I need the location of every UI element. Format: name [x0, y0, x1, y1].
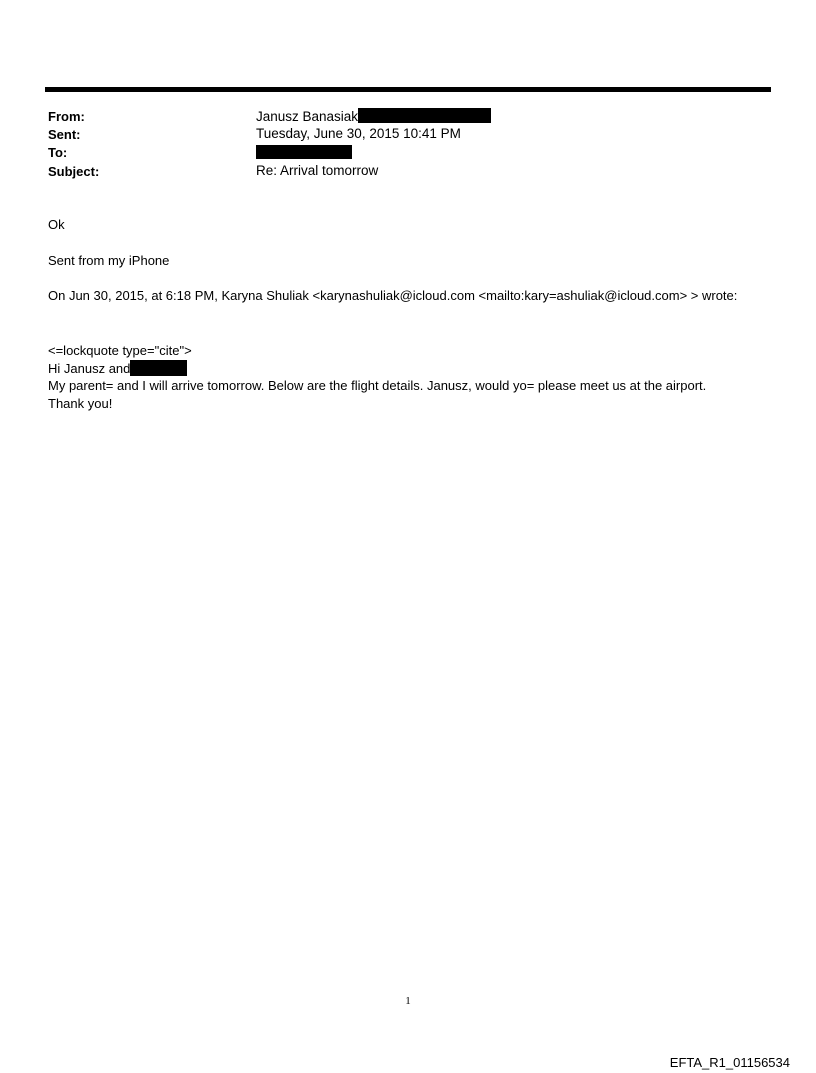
body-parents-line: My parent= and I will arrive tomorrow. Below are the flight details. Janusz, would yo= please meet us at the airport. [48, 378, 707, 393]
subject-value: Re: Arrival tomorrow [256, 163, 379, 178]
redaction-box [358, 108, 491, 123]
to-value [256, 145, 352, 160]
body-sent-from: Sent from my iPhone [48, 253, 170, 268]
to-label: To: [48, 145, 68, 160]
page-number: 1 [405, 995, 411, 1007]
redaction-box [130, 360, 187, 376]
subject-label: Subject: [48, 164, 100, 179]
body-quote-intro: On Jun 30, 2015, at 6:18 PM, Karyna Shuliak <karynashuliak@icloud.com <mailto:kary=ashuliak@icloud.com> > wrote: [48, 288, 738, 303]
sent-label: Sent: [48, 127, 81, 142]
from-name: Janusz Banasiak [256, 109, 359, 124]
body-greeting [48, 360, 187, 376]
from-label: From: [48, 109, 85, 124]
body-thanks: Thank you! [48, 396, 113, 411]
body-greeting-text: Hi Janusz and [48, 361, 131, 376]
body-ok: Ok [48, 217, 65, 232]
header-divider [45, 87, 771, 92]
body-blockquote-tag: <=lockquote type="cite"> [48, 343, 192, 358]
redaction-box [256, 145, 352, 159]
bates-number: EFTA_R1_01156534 [669, 1055, 790, 1070]
sent-value: Tuesday, June 30, 2015 10:41 PM [256, 126, 461, 141]
from-value [256, 108, 491, 124]
